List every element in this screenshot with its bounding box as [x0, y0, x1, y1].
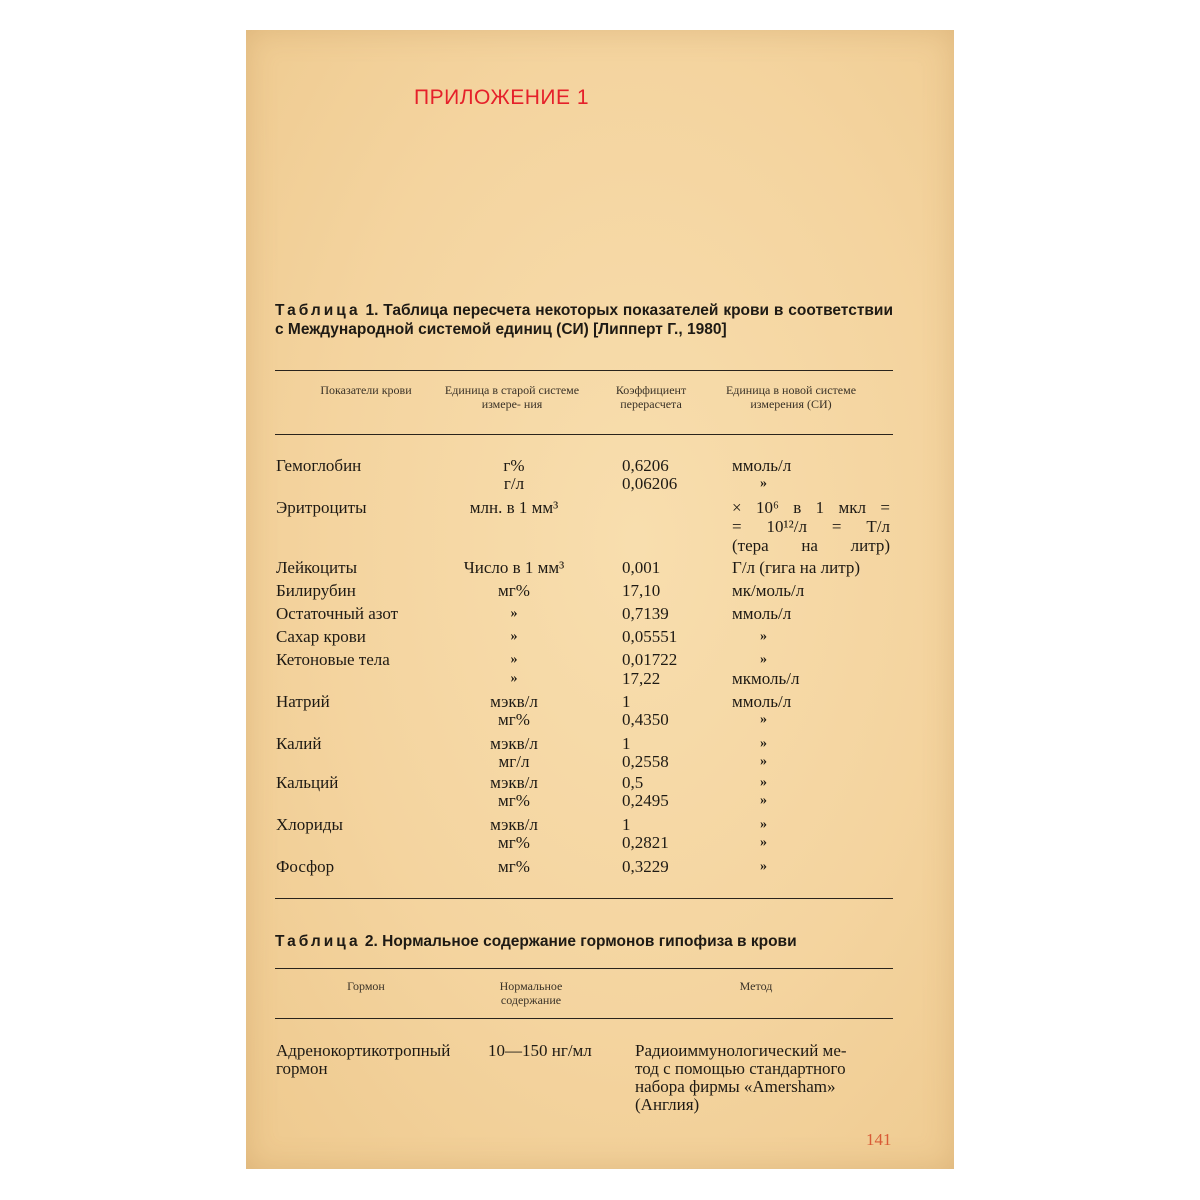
- table-cell-indicator-name: Хлориды: [276, 815, 343, 834]
- table2-hormone-line2: гормон: [276, 1059, 328, 1078]
- table2-method-line3: набора фирмы «Amersham»: [635, 1077, 836, 1096]
- table-cell-coefficient: 17,22: [622, 669, 661, 688]
- table-cell-indicator-name: Гемоглобин: [276, 456, 362, 475]
- table-cell-old-unit: г/л: [503, 474, 525, 493]
- table-cell-coefficient: 0,01722: [622, 650, 678, 669]
- table-cell-new-unit: »: [760, 775, 767, 790]
- table-cell-indicator-name: Сахар крови: [276, 627, 366, 646]
- table-cell-indicator-name: Остаточный азот: [276, 604, 399, 623]
- table-cell-indicator-name: Натрий: [276, 692, 330, 711]
- table-cell-indicator-name: Лейкоциты: [276, 558, 357, 577]
- table-cell-old-unit: мг%: [498, 857, 530, 876]
- table2-normal-value: 10—150 нг/мл: [488, 1041, 592, 1060]
- table-cell-coefficient: 17,10: [622, 581, 661, 600]
- table-cell-coefficient: 0,2821: [622, 833, 669, 852]
- table-cell-indicator-name: Кальций: [276, 773, 339, 792]
- table-cell-old-unit: мг%: [498, 833, 530, 852]
- table-cell-new-unit: »: [760, 629, 767, 644]
- table-cell-old-unit: г%: [503, 456, 525, 475]
- table-cell-coefficient: 0,06206: [622, 474, 678, 493]
- table-cell-coefficient: 0,4350: [622, 710, 669, 729]
- table-cell-coefficient: 1: [622, 734, 631, 753]
- table-cell-coefficient: 0,3229: [622, 857, 669, 876]
- page-number: 141: [866, 1130, 892, 1149]
- table2-label: Таблица: [275, 933, 361, 950]
- table-cell-new-unit: »: [760, 476, 767, 491]
- table-cell-coefficient: 0,6206: [622, 456, 669, 475]
- table-cell-old-unit: мэкв/л: [490, 773, 538, 792]
- table-cell-old-unit: мг%: [498, 581, 530, 600]
- table-cell-coefficient: 0,5: [622, 773, 644, 792]
- table-cell-new-unit: »: [760, 859, 767, 874]
- table-cell-old-unit: мг%: [498, 710, 530, 729]
- table-cell-coefficient: 0,2558: [622, 752, 669, 771]
- table-cell-new-unit: Г/л (гига на литр): [732, 558, 861, 577]
- table-cell-new-unit: »: [760, 817, 767, 832]
- table-cell-old-unit: мэкв/л: [490, 815, 538, 834]
- table2-header-method: Метод: [739, 979, 773, 993]
- table-cell-new-unit: »: [760, 736, 767, 751]
- table-cell-coefficient: 0,2495: [622, 791, 669, 810]
- table-cell-coefficient: 0,001: [622, 558, 661, 577]
- table1-label: Таблица: [275, 302, 361, 319]
- table2-header-normal: Нормальное содержание: [499, 979, 563, 1007]
- table-cell-new-unit: »: [760, 754, 767, 769]
- table-cell-new-unit: мк/моль/л: [732, 581, 805, 600]
- table-cell-old-unit: мг%: [498, 791, 530, 810]
- table-cell-new-unit: × 10⁶ в 1 мкл =: [732, 498, 890, 517]
- table-cell-indicator-name: Билирубин: [276, 581, 356, 600]
- table-cell-new-unit: »: [760, 793, 767, 808]
- table-cell-new-unit: ммоль/л: [732, 456, 792, 475]
- table-cell-old-unit: »: [510, 671, 518, 686]
- table-cell-old-unit: »: [510, 652, 518, 667]
- table-cell-indicator-name: Фосфор: [276, 857, 335, 876]
- table-cell-new-unit: »: [760, 712, 767, 727]
- table1-top-rule: [275, 370, 893, 371]
- table-cell-new-unit: (тера на литр): [732, 536, 890, 555]
- table2-header-hormone: Гормон: [347, 979, 385, 993]
- table-cell-old-unit: Число в 1 мм³: [463, 558, 565, 577]
- table2-caption-text: 2. Нормальное содержание гормонов гипофиза в крови: [360, 933, 797, 950]
- table1-header-rule: [275, 434, 893, 435]
- table-cell-coefficient: 0,7139: [622, 604, 669, 623]
- table-cell-old-unit: »: [510, 606, 518, 621]
- table2-method-line2: тод с помощью стандартного: [635, 1059, 846, 1078]
- table-cell-coefficient: 1: [622, 815, 631, 834]
- table-cell-new-unit: мкмоль/л: [732, 669, 800, 688]
- table2-top-rule: [275, 968, 893, 969]
- book-page: [246, 30, 954, 1169]
- table-cell-new-unit: = 10¹²/л = Т/л: [732, 517, 890, 536]
- table-cell-new-unit: ммоль/л: [732, 692, 792, 711]
- table1-header-new-unit: Единица в новой системе измерения (СИ): [725, 383, 857, 411]
- table2-hormone-line1: Адренокортикотропный: [276, 1041, 451, 1060]
- table2-caption: [275, 932, 893, 951]
- table2-header-rule: [275, 1018, 893, 1019]
- table-cell-new-unit: »: [760, 835, 767, 850]
- appendix-title: ПРИЛОЖЕНИЕ 1: [414, 86, 590, 109]
- table-cell-new-unit: ммоль/л: [732, 604, 792, 623]
- table1-caption-text: 1. Таблица пересчета некоторых показателей крови в соответствии с Международной системой единиц (СИ) [Липперт Г., 1980]: [275, 302, 893, 338]
- table-cell-indicator-name: Калий: [276, 734, 322, 753]
- table1-header-indicator: Показатели крови: [320, 383, 412, 397]
- table-cell-old-unit: млн. в 1 мм³: [469, 498, 559, 517]
- table1-bottom-rule: [275, 898, 893, 899]
- table2-method-line1: Радиоиммунологический ме-: [635, 1041, 847, 1060]
- table2-method-line4: (Англия): [635, 1095, 700, 1114]
- table-cell-old-unit: мэкв/л: [490, 734, 538, 753]
- table-cell-old-unit: мэкв/л: [490, 692, 538, 711]
- table-cell-coefficient: 0,05551: [622, 627, 678, 646]
- table-cell-old-unit: »: [510, 629, 518, 644]
- table-cell-indicator-name: Эритроциты: [276, 498, 367, 517]
- table1-caption: [275, 301, 893, 339]
- table-cell-new-unit: »: [760, 652, 767, 667]
- table-cell-coefficient: 1: [622, 692, 631, 711]
- table1-header-coefficient: Коэффициент перерасчета: [615, 383, 687, 411]
- table-cell-old-unit: мг/л: [498, 752, 530, 771]
- table-cell-indicator-name: Кетоновые тела: [276, 650, 390, 669]
- table1-header-old-unit: Единица в старой системе измере- ния: [444, 383, 580, 411]
